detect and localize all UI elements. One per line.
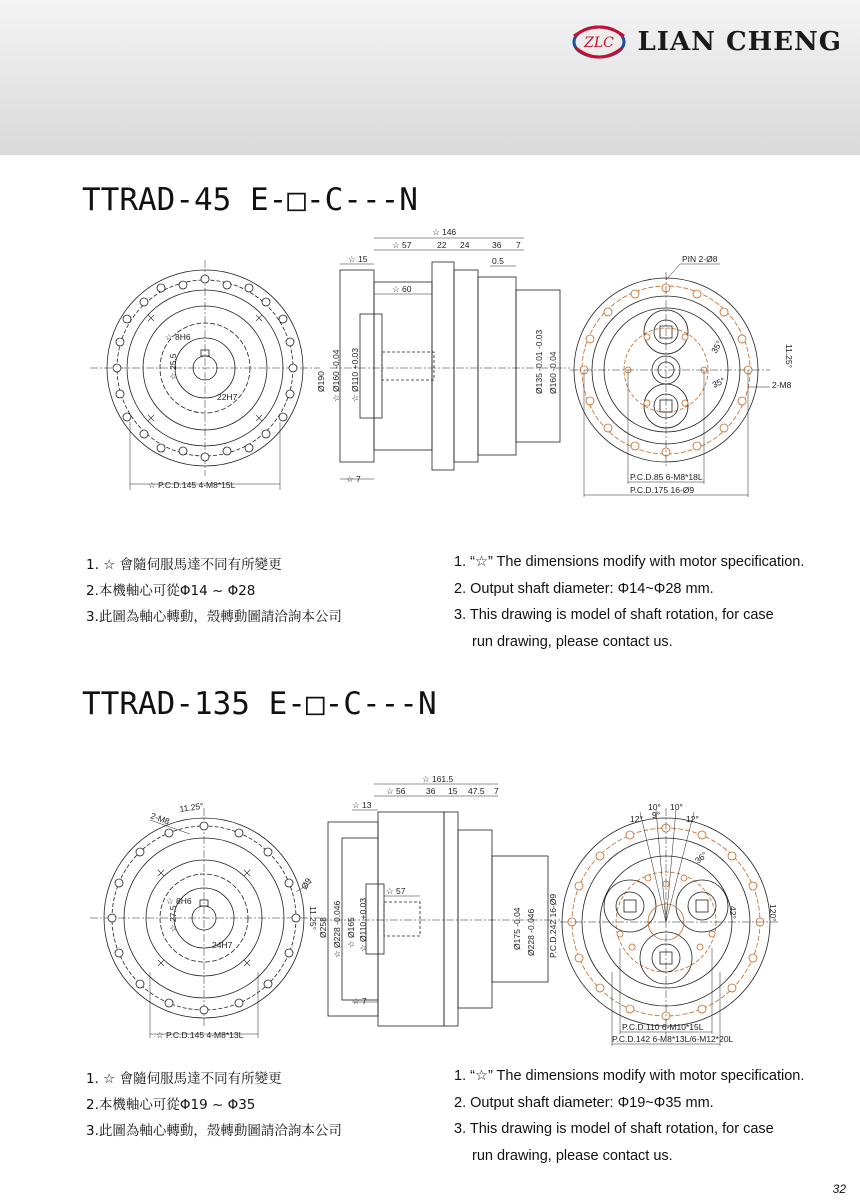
note-zh-2-2: 2.本機軸心可從Φ19 ~ Φ35 [86, 1097, 256, 1113]
note-en-1-1: 1. “☆” The dimensions modify with motor specification. [454, 554, 805, 570]
dim-pcd142-2: P.C.D.142 6-M8*13L/6-M12*20L [612, 1034, 734, 1044]
note-en-2-1: 1. “☆” The dimensions modify with motor specification. [454, 1068, 805, 1084]
dim-phi258-2: Ø258 [318, 917, 328, 938]
model-title-2: TTRAD-135 E-□-C---N [82, 686, 437, 722]
dim-a1125b-2: 11.25° [308, 906, 318, 931]
note-zh-1-3: 3.此圖為軸心轉動，殼轉動圖請洽詢本公司 [86, 609, 342, 625]
dim-key-2: ☆ 8H6 [166, 896, 192, 906]
note-zh-2-3: 3.此圖為軸心轉動，殼轉動圖請洽詢本公司 [86, 1123, 342, 1139]
dim-60-1: ☆ 60 [392, 284, 412, 294]
dim-36-1: 36 [492, 240, 502, 250]
dim-bore-1: 22H7 [217, 392, 238, 402]
dim-a12a-2: 12° [630, 814, 643, 824]
dim-24-1: 24 [460, 240, 470, 250]
notes-en-2 [454, 1063, 804, 1169]
dim-a10b-2: 10° [670, 802, 683, 812]
dim-pcd-left-1: ☆ P.C.D.145 4-M8*15L [148, 480, 236, 490]
dim-7bot-1: ☆ 7 [346, 474, 361, 484]
dim-15-1: ☆ 15 [348, 254, 368, 264]
dim-bore-2: 24H7 [212, 940, 233, 950]
note-zh-2-1: 1. ☆ 會隨伺服馬達不同有所變更 [86, 1071, 282, 1087]
note-en-1-2: 2. Output shaft diameter: Φ14~Φ28 mm. [454, 580, 714, 597]
dim-pcd175-1: P.C.D.175 16-Ø9 [630, 485, 695, 495]
rear-view-1 [570, 264, 770, 497]
dim-m8-2: 2-M8 [149, 810, 171, 827]
dim-phi110-2: ☆ Ø110 +0.03 [358, 897, 368, 952]
dim-13-2: ☆ 13 [352, 800, 372, 810]
dim-pcd242-2: P.C.D.242 16-Ø9 [548, 893, 558, 958]
brand-name: LIAN CHENG [637, 27, 842, 57]
dim-pcd110-2: P.C.D.110 6-M10*15L [622, 1022, 704, 1032]
dim-key-1: ☆ 8H6 [165, 332, 191, 342]
drawing-2 [0, 772, 860, 1054]
lian-cheng-logo-icon [570, 22, 628, 62]
dim-05-1: 0.5 [492, 256, 504, 266]
dim-phi135-1: Ø135 -0.01 -0.03 [534, 329, 544, 394]
dim-height-1: ☆ 25.5 [168, 353, 178, 380]
dim-overall-1: ☆ 146 [432, 227, 457, 237]
dim-57-2: ☆ 57 [386, 886, 406, 896]
dim-pcd85-1: P.C.D.85 6-M8*18L [630, 472, 703, 482]
model-title-1: TTRAD-45 E-□-C---N [82, 182, 418, 218]
dim-57-1: ☆ 57 [392, 240, 412, 250]
drawing-1 [0, 222, 860, 512]
dim-overall-2: ☆ 161.5 [422, 774, 454, 784]
note-en-2-3: 3. This drawing is model of shaft rotation, for case [454, 1121, 774, 1137]
note-zh-1-1: 1. ☆ 會隨伺服馬達不同有所變更 [86, 557, 282, 573]
note-en-2-4: run drawing, please contact us. [472, 1147, 673, 1164]
dim-pcd-left-2: ☆ P.C.D.145 4-M8*13L [156, 1030, 244, 1040]
note-en-2-2: 2. Output shaft diameter: Φ19~Φ35 mm. [454, 1094, 714, 1111]
dim-22-1: 22 [437, 240, 447, 250]
dim-a12b-2: 12° [686, 814, 699, 824]
dim-phi9-2: Ø9 [299, 876, 314, 891]
dim-phi228r-2: Ø228 -0.046 [526, 908, 536, 956]
dim-a1125-2: 11.25° [178, 800, 205, 814]
dim-475-2: 47.5 [468, 786, 485, 796]
rear-view-2 [560, 808, 778, 1046]
svg-text:ZLC: ZLC [583, 35, 614, 51]
dim-56-2: ☆ 56 [386, 786, 406, 796]
notes-en-1 [454, 549, 804, 655]
dim-7top-1: 7 [516, 240, 521, 250]
dim-phi165-2: ☆ Ø165 [346, 917, 356, 948]
dim-15-2: 15 [448, 786, 458, 796]
note-zh-1-2: 2.本機軸心可從Φ14 ~ Φ28 [86, 583, 256, 599]
dim-angle2-1: 35° [709, 338, 725, 355]
brand [570, 22, 842, 62]
dim-a9-2: 9° [652, 810, 661, 820]
dim-angle3-1: 35° [710, 375, 727, 390]
dim-height-2: ☆ 27.5 [168, 905, 178, 932]
dim-a120-2: 120° [768, 904, 778, 922]
dim-phi190-1: Ø190 [316, 371, 326, 392]
notes-zh-1 [86, 552, 342, 630]
dim-36-2: 36 [426, 786, 436, 796]
note-en-1-4: run drawing, please contact us. [472, 633, 673, 650]
dim-m8-1: 2-M8 [772, 380, 792, 390]
dim-phi110-1: ☆ Ø110 +0.03 [350, 347, 360, 402]
dim-7top-2: 7 [494, 786, 499, 796]
dim-7bot-2: ☆ 7 [352, 996, 367, 1006]
notes-zh-2 [86, 1066, 342, 1144]
dim-a10a-2: 10° [648, 802, 661, 812]
page-header [0, 0, 860, 155]
dim-phi228-2: ☆ Ø228 -0.046 [332, 900, 342, 958]
note-en-1-3: 3. This drawing is model of shaft rotation, for case [454, 607, 774, 623]
dim-angle1-1: 11.25° [784, 344, 794, 369]
dim-a36-2: 36° [692, 849, 710, 866]
dim-phi160-1: ☆ Ø160 -0.04 [331, 349, 341, 402]
page-number: 32 [832, 1182, 846, 1196]
side-view-2 [320, 784, 560, 1026]
dim-phi175-2: Ø175 -0.04 [512, 907, 522, 950]
front-view-1 [90, 260, 320, 490]
dim-pin-1: PIN 2-Ø8 [682, 254, 718, 264]
front-view-2 [90, 808, 320, 1038]
dim-a42-2: 42° [728, 906, 738, 919]
dim-phi160r-1: Ø160 -0.04 [548, 351, 558, 394]
